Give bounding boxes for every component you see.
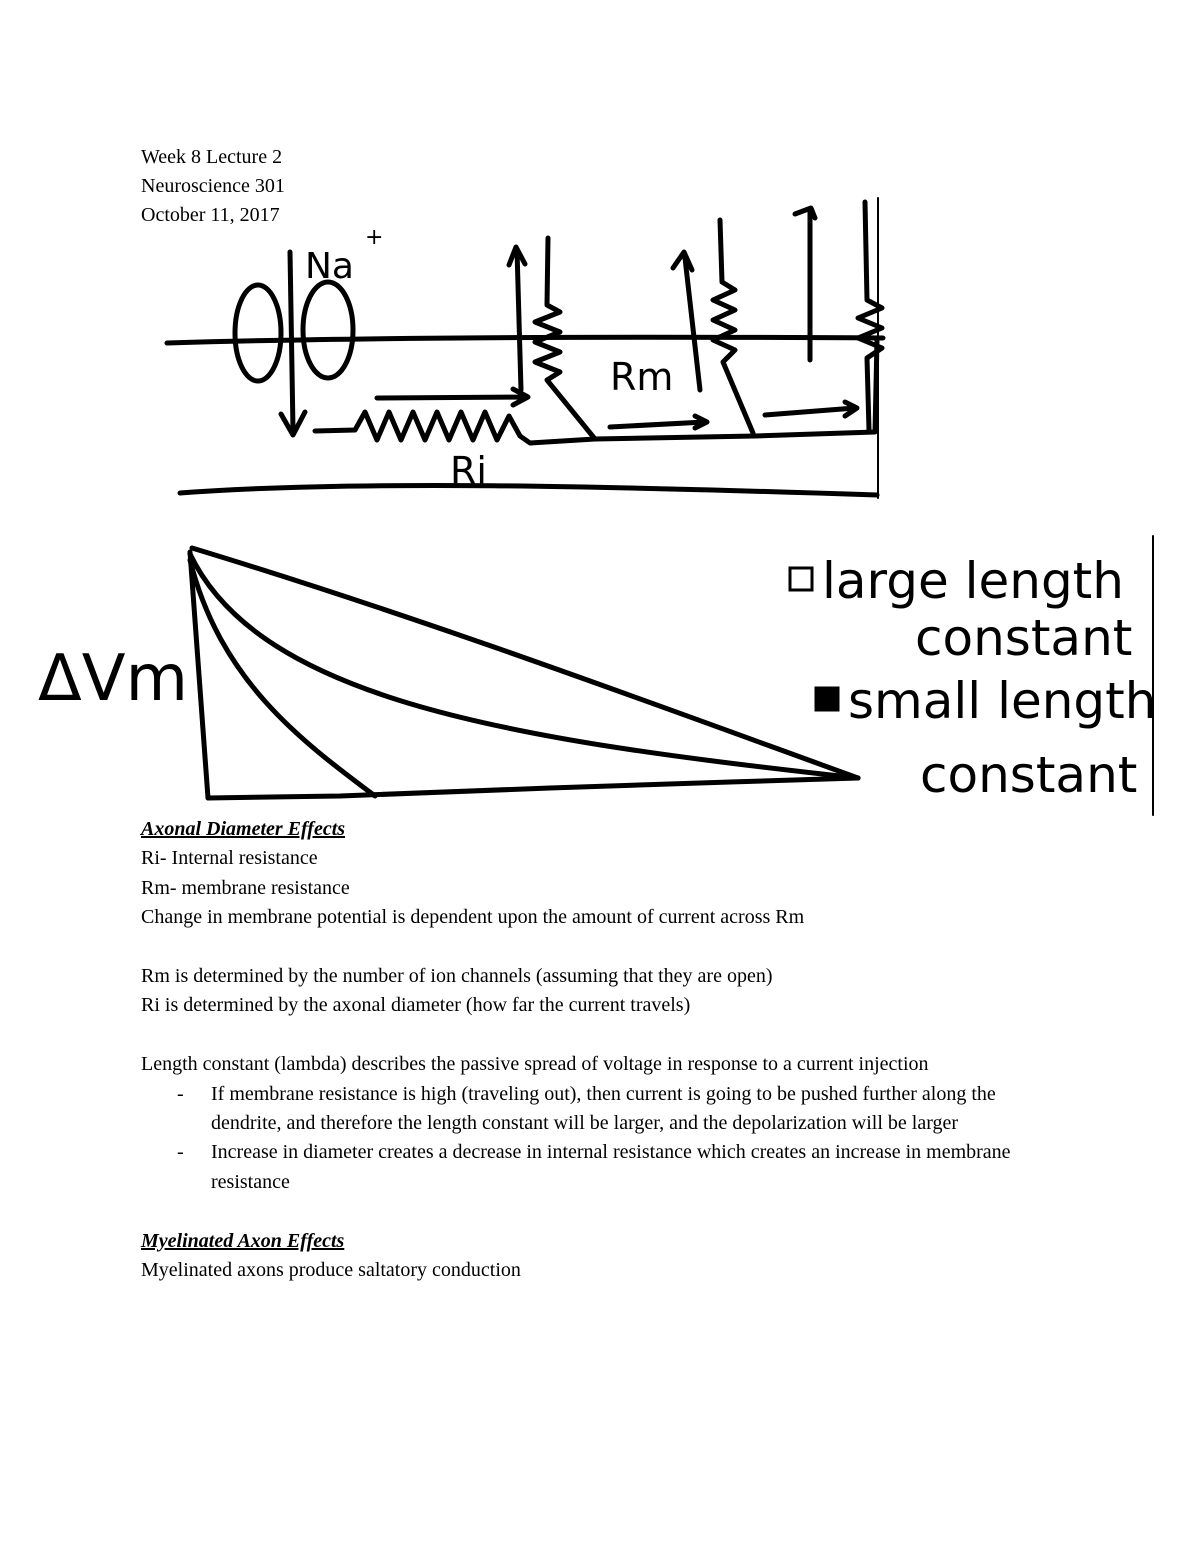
ion-channel-right xyxy=(303,282,353,378)
membrane-bottom-line xyxy=(180,485,877,495)
delta-vm-label: ΔVm xyxy=(38,642,188,716)
note-line: Rm- membrane resistance xyxy=(141,876,350,899)
length-constant-plot xyxy=(30,530,1170,820)
legend-small-line2: constant xyxy=(920,746,1138,804)
axial-current-arrow-1 xyxy=(377,389,528,405)
legend-marker-small xyxy=(816,688,838,710)
legend-large-line1: large length xyxy=(822,552,1124,610)
na-current-arrow xyxy=(281,252,305,435)
na-charge-label: + xyxy=(365,225,384,250)
plot-x-axis xyxy=(208,778,858,798)
note-line: Ri is determined by the axonal diameter (how far the current travels) xyxy=(141,994,691,1017)
ri-resistor xyxy=(315,412,595,443)
notes-body xyxy=(141,815,1061,1285)
outward-arrow-1 xyxy=(509,247,525,390)
axial-current-arrow-3 xyxy=(765,402,857,416)
axon-circuit-diagram xyxy=(155,190,905,510)
curve-medium xyxy=(190,554,858,778)
length-constant-definition: Length constant (lambda) describes the passive spread of voltage in response to a current injection xyxy=(141,1053,929,1076)
na-ion-label: Na xyxy=(305,246,354,287)
ri-label: Ri xyxy=(450,449,487,493)
note-line: Ri- Internal resistance xyxy=(141,847,318,870)
section-title-axonal-diameter: Axonal Diameter Effects xyxy=(141,818,346,840)
curve-largest xyxy=(192,548,858,778)
legend-small-line1: small length xyxy=(848,672,1157,730)
course-name: Neuroscience 301 xyxy=(141,175,285,197)
ion-channel-left xyxy=(235,285,281,381)
bullet-list xyxy=(141,1080,1061,1198)
bullet-item: - If membrane resistance is high (traveling out), then current is going to be pushed further along the dendrite, and therefore the length constant will be larger, and the depolarization will be larger xyxy=(141,1080,1061,1139)
rm-resistor-2 xyxy=(713,220,753,433)
lecture-date: October 11, 2017 xyxy=(141,204,280,226)
lecture-title: Week 8 Lecture 2 xyxy=(141,146,283,168)
membrane-top-line xyxy=(167,337,883,343)
bullet-item: - Increase in diameter creates a decrease in internal resistance which creates an increase in membrane resistance xyxy=(141,1138,1061,1197)
section-title-myelinated: Myelinated Axon Effects xyxy=(141,1229,345,1252)
axial-current-arrow-2 xyxy=(610,416,707,428)
rm-label: Rm xyxy=(610,355,674,399)
note-line: Rm is determined by the number of ion channels (assuming that they are open) xyxy=(141,965,773,988)
outward-arrow-2 xyxy=(673,252,700,390)
note-line: Myelinated axons produce saltatory conduction xyxy=(141,1259,521,1282)
note-line: Change in membrane potential is dependent upon the amount of current across Rm xyxy=(141,906,805,929)
legend-large-line2: constant xyxy=(915,609,1133,667)
legend-marker-large xyxy=(790,568,812,590)
